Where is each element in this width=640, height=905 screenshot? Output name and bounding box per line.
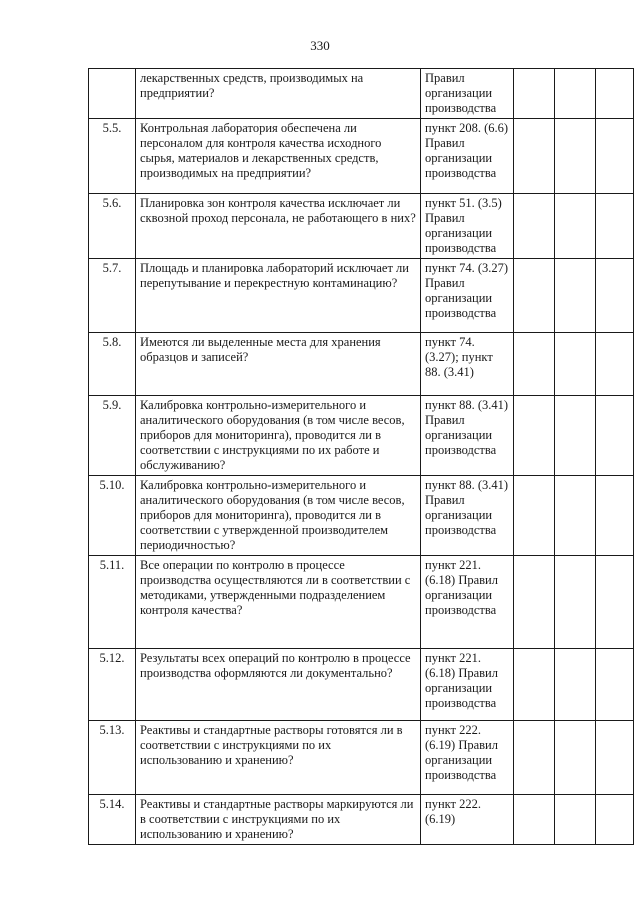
question-text: лекарственных средств, производимых на предприятии? xyxy=(136,69,421,119)
answer-yes-cell xyxy=(514,476,555,556)
answer-no-cell xyxy=(555,194,596,259)
remarks-cell xyxy=(596,649,634,721)
checklist-body xyxy=(89,69,634,845)
answer-no-cell xyxy=(555,69,596,119)
reference-text: пункт 208. (6.6) Правил организации производства xyxy=(421,119,514,194)
question-text: Калибровка контрольно-измерительного и аналитического оборудования (в том числе весов, приборов для мониторинга), проводится ли в соответствии с утвержденной производителем периодичностью? xyxy=(136,476,421,556)
answer-yes-cell xyxy=(514,259,555,333)
reference-text: пункт 74. (3.27) Правил организации производства xyxy=(421,259,514,333)
question-text: Все операции по контролю в процессе производства осуществляются ли в соответствии с методиками, утвержденными подразделением контроля качества? xyxy=(136,556,421,649)
question-text: Результаты всех операций по контролю в процессе производства оформляются ли документально? xyxy=(136,649,421,721)
item-number: 5.7. xyxy=(89,259,136,333)
table-row xyxy=(89,194,634,259)
remarks-cell xyxy=(596,396,634,476)
table-row xyxy=(89,721,634,795)
answer-no-cell xyxy=(555,476,596,556)
reference-text: пункт 51. (3.5) Правил организации производства xyxy=(421,194,514,259)
answer-no-cell xyxy=(555,721,596,795)
answer-no-cell xyxy=(555,795,596,845)
item-number xyxy=(89,69,136,119)
question-text: Площадь и планировка лабораторий исключает ли перепутывание и перекрестную контаминацию? xyxy=(136,259,421,333)
question-text: Имеются ли выделенные места для хранения образцов и записей? xyxy=(136,333,421,396)
answer-yes-cell xyxy=(514,649,555,721)
answer-no-cell xyxy=(555,119,596,194)
reference-text: пункт 74. (3.27); пункт 88. (3.41) xyxy=(421,333,514,396)
remarks-cell xyxy=(596,119,634,194)
table-row xyxy=(89,476,634,556)
remarks-cell xyxy=(596,721,634,795)
item-number: 5.10. xyxy=(89,476,136,556)
item-number: 5.5. xyxy=(89,119,136,194)
question-text: Реактивы и стандартные растворы готовятся ли в соответствии с инструкциями по их использованию и хранению? xyxy=(136,721,421,795)
item-number: 5.12. xyxy=(89,649,136,721)
reference-text: пункт 222. (6.19) Правил организации производства xyxy=(421,721,514,795)
reference-text: пункт 221. (6.18) Правил организации производства xyxy=(421,649,514,721)
reference-text: Правил организации производства xyxy=(421,69,514,119)
question-text: Планировка зон контроля качества исключает ли сквозной проход персонала, не работающего в них? xyxy=(136,194,421,259)
remarks-cell xyxy=(596,333,634,396)
remarks-cell xyxy=(596,194,634,259)
reference-text: пункт 222. (6.19) xyxy=(421,795,514,845)
checklist-table xyxy=(88,68,634,845)
answer-yes-cell xyxy=(514,721,555,795)
table-row xyxy=(89,119,634,194)
question-text: Реактивы и стандартные растворы маркируются ли в соответствии с инструкциями по их использованию и хранению? xyxy=(136,795,421,845)
question-text: Контрольная лаборатория обеспечена ли персоналом для контроля качества исходного сырья, материалов и лекарственных средств, производимых на предприятии? xyxy=(136,119,421,194)
page-number: 330 xyxy=(310,38,330,53)
table-row xyxy=(89,69,634,119)
question-text: Калибровка контрольно-измерительного и аналитического оборудования (в том числе весов, приборов для мониторинга), проводится ли в соответствии с инструкциями по их работе и обслуживанию? xyxy=(136,396,421,476)
remarks-cell xyxy=(596,556,634,649)
item-number: 5.8. xyxy=(89,333,136,396)
item-number: 5.11. xyxy=(89,556,136,649)
answer-no-cell xyxy=(555,396,596,476)
table-row xyxy=(89,259,634,333)
table-row xyxy=(89,333,634,396)
item-number: 5.14. xyxy=(89,795,136,845)
answer-yes-cell xyxy=(514,795,555,845)
answer-yes-cell xyxy=(514,119,555,194)
answer-yes-cell xyxy=(514,194,555,259)
remarks-cell xyxy=(596,476,634,556)
reference-text: пункт 88. (3.41) Правил организации производства xyxy=(421,396,514,476)
answer-no-cell xyxy=(555,649,596,721)
remarks-cell xyxy=(596,259,634,333)
reference-text: пункт 88. (3.41) Правил организации производства xyxy=(421,476,514,556)
table-row xyxy=(89,396,634,476)
table-row xyxy=(89,649,634,721)
answer-yes-cell xyxy=(514,69,555,119)
answer-no-cell xyxy=(555,556,596,649)
reference-text: пункт 221. (6.18) Правил организации производства xyxy=(421,556,514,649)
answer-yes-cell xyxy=(514,333,555,396)
item-number: 5.6. xyxy=(89,194,136,259)
item-number: 5.9. xyxy=(89,396,136,476)
answer-yes-cell xyxy=(514,396,555,476)
answer-yes-cell xyxy=(514,556,555,649)
answer-no-cell xyxy=(555,333,596,396)
table-row xyxy=(89,795,634,845)
remarks-cell xyxy=(596,69,634,119)
table-row xyxy=(89,556,634,649)
answer-no-cell xyxy=(555,259,596,333)
remarks-cell xyxy=(596,795,634,845)
item-number: 5.13. xyxy=(89,721,136,795)
